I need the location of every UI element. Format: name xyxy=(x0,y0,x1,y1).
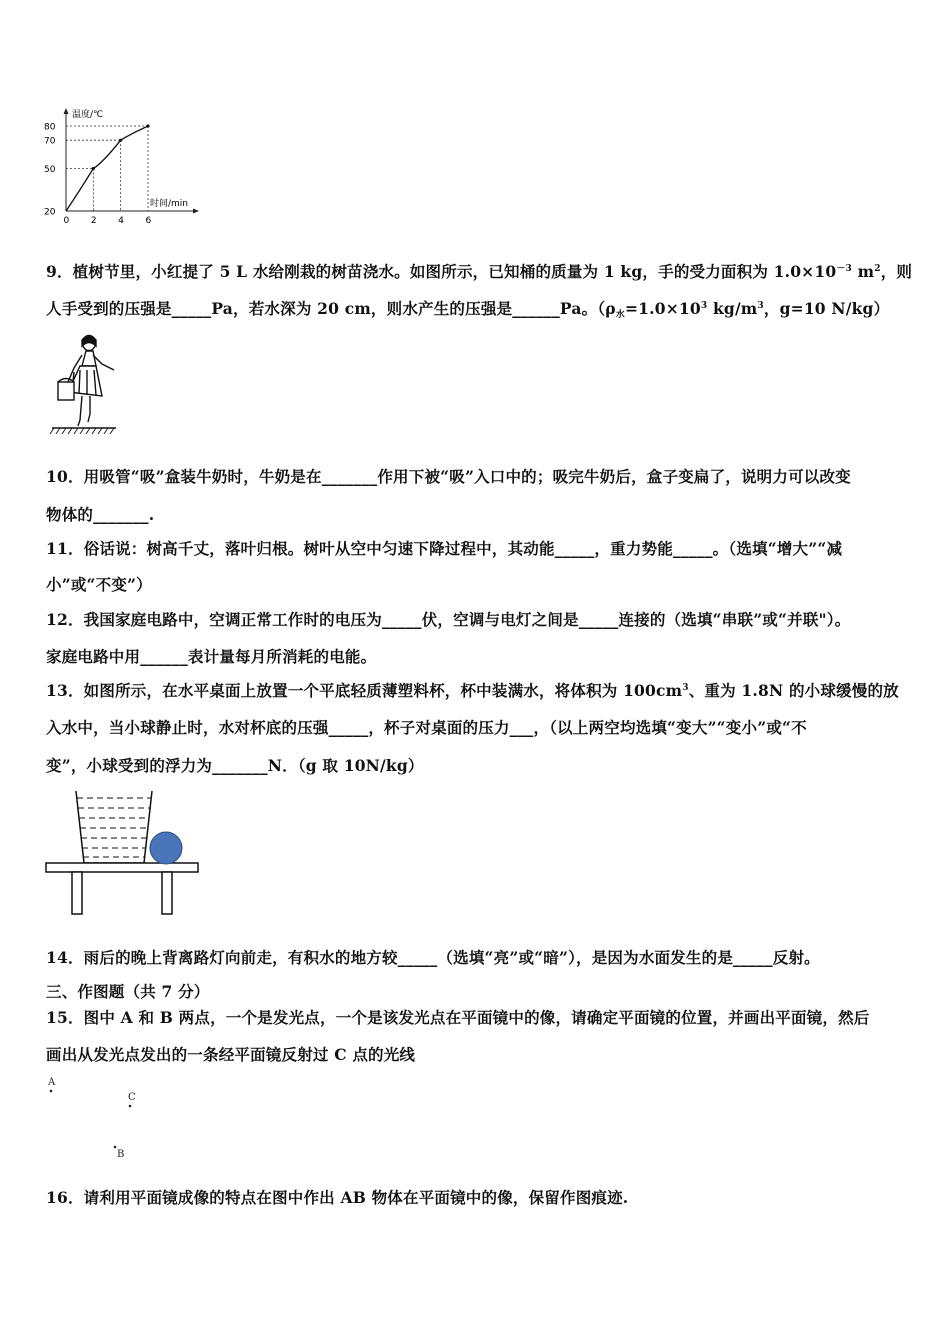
point-b-label: B xyxy=(117,1149,125,1160)
point-c-label: C xyxy=(128,1092,136,1103)
q13-line-1: 13．如图所示，在水平桌面上放置一个平底轻质薄塑料杯，杯中装满水，将体积为 $100cm^3$、重为 1.8N 的小球缓慢的放 xyxy=(46,681,899,700)
q16-line-1: 16．请利用平面镜成像的特点在图中作出 AB 物体在平面镜中的像，保留作图痕迹. xyxy=(46,1188,629,1207)
q9-line-1: 9．植树节里，小红提了 5 L 水给刚栽的树苗浇水。如图所示，已知桶的质量为 1 kg，手的受力面积为 $1.0\times 10^{-3}$ $m^2$，则 xyxy=(46,262,913,281)
q13-line-3: 变”，小球受到的浮力为_______N．（g 取 10N/kg） xyxy=(46,756,424,775)
point-b xyxy=(114,1146,117,1149)
point-c xyxy=(129,1105,132,1108)
ball xyxy=(150,832,182,864)
x-tick-label: 4 xyxy=(118,216,124,226)
q12-line-2: 家庭电路中用______表计量每月所消耗的电能。 xyxy=(46,647,377,666)
q15-line-2: 画出从发光点发出的一条经平面镜反射过 C 点的光线 xyxy=(46,1045,416,1064)
x-tick-label: 6 xyxy=(145,216,152,226)
x-tick-label: 2 xyxy=(90,216,97,226)
point-a-label: A xyxy=(48,1077,56,1088)
q12-line-1: 12．我国家庭电路中，空调正常工作时的电压为_____伏，空调与电灯之间是_____连接的（选填“串联”或“并联"）。 xyxy=(46,610,851,629)
q9-line-2: 人手受到的压强是_____Pa，若水深为 20 cm，则水产生的压强是______Pa。（$\rho_水=1.0\times 10^3$ $kg/m^3$，g=10 N/kg） xyxy=(46,299,890,320)
q11-line-2: 小”或“不变”） xyxy=(46,575,152,594)
data-point-2 xyxy=(92,167,95,170)
temperature-time-graph xyxy=(40,105,200,230)
q10-line-2: 物体的_______. xyxy=(46,505,155,524)
y-tick-label: 70 xyxy=(44,136,56,147)
graph-y-label: 温度/℃ xyxy=(72,110,104,120)
graph-x-label: 时间/min xyxy=(150,199,189,209)
y-tick-label: 20 xyxy=(44,207,56,218)
y-tick-label: 80 xyxy=(44,122,56,133)
data-point-4 xyxy=(119,139,122,142)
q11-line-1: 11．俗话说：树高千丈，落叶归根。树叶从空中匀速下降过程中，其动能_____，重力势能_____。（选填“增大”“减 xyxy=(46,539,843,558)
graph-axes xyxy=(64,108,200,214)
y-tick-label: 50 xyxy=(44,165,56,175)
q15-line-1: 15．图中 A 和 B 两点，一个是发光点，一个是该发光点在平面镜中的像，请确定平面镜的位置，并画出平面镜，然后 xyxy=(46,1008,870,1027)
q10-line-1: 10．用吸管“吸”盒装牛奶时，牛奶是在_______作用下被“吸”入口中的；吸完牛奶后，盒子变扁了，说明力可以改变 xyxy=(46,467,851,486)
girl-carrying-bucket-illustration xyxy=(44,330,124,440)
points-abc-diagram xyxy=(40,1072,160,1162)
section-3-title: 三、作图题（共 7 分） xyxy=(46,982,210,1001)
q14-line-1: 14．雨后的晚上背离路灯向前走，有积水的地方较_____（选填“亮”或“暗”），是因为水面发生的是_____反射。 xyxy=(46,948,820,967)
point-a xyxy=(50,1090,53,1093)
q13-line-2: 入水中，当小球静止时，水对杯底的压强_____，杯子对桌面的压力___，（以上两空均选填“变大”“变小”或“不 xyxy=(46,718,807,737)
x-tick-label: 0 xyxy=(63,216,70,226)
cup-table-ball-illustration xyxy=(44,788,204,918)
data-point-6 xyxy=(146,124,149,127)
